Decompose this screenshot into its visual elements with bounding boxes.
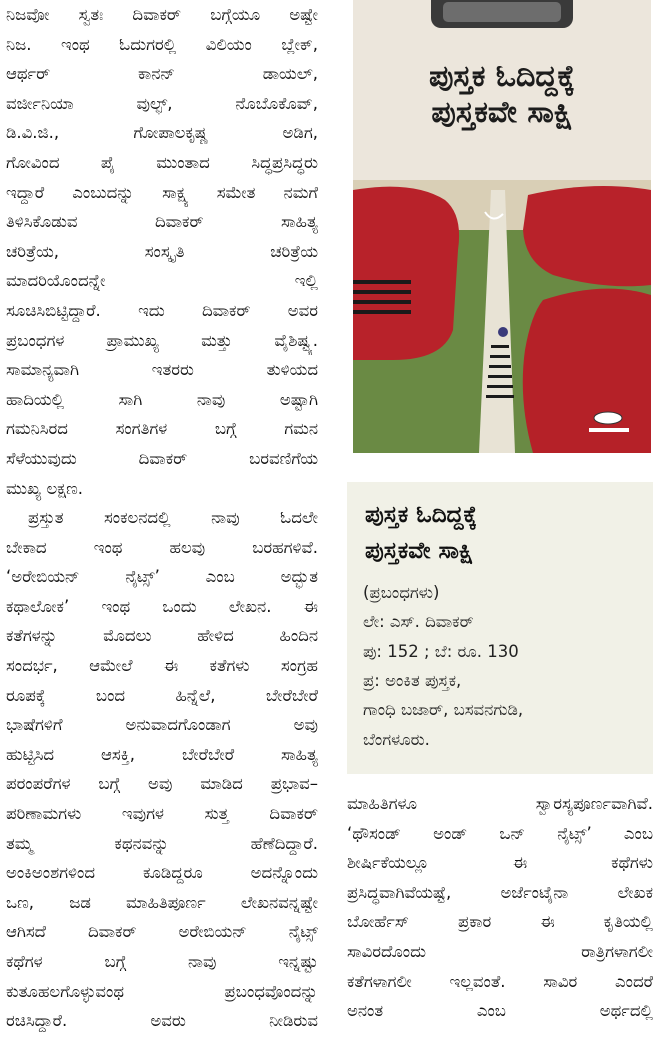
article-line: ಮಾಹಿತಿಗಳೂ ಸ್ವಾರಸ್ಯಪೂರ್ಣವಾಗಿವೆ. <box>347 794 653 813</box>
article-line: ಇದ್ದಾರೆ ಎಂಬುದನ್ನು ಸಾಕ್ಷ್ಯ ಸಮೇತ ನಮಗೆ <box>6 182 318 202</box>
article-line: ಪರಂಪರೆಗಳ ಬಗ್ಗೆ ಅವು ಮಾಡಿದ ಪ್ರಭಾವ– <box>6 774 318 794</box>
book-pages-price: ಪು: 152 ; ಬೆ: ರೂ. 130 <box>363 642 519 661</box>
article-line: ತಿಳಿಸಿಕೊಡುವ ದಿವಾಕರ್ ಸಾಹಿತ್ಯ <box>6 212 318 232</box>
article-line: ‘ಅರೇಬಿಯನ್ ನೈಟ್ಸ್’ ಎಂಬ ಅದ್ಭುತ <box>6 567 318 587</box>
book-publisher-address: ಗಾಂಧಿ ಬಜಾರ್, ಬಸವನಗುಡಿ, <box>363 700 524 719</box>
article-line: ಭಾಷೆಗಳಿಗೆ ಅನುವಾದಗೊಂಡಾಗ ಅವು <box>6 715 318 735</box>
article-line: ಪರಿಣಾಮಗಳು ಇವುಗಳ ಸುತ್ತ ದಿವಾಕರ್ <box>6 804 318 824</box>
article-line: ನಿಜವೋ ಸ್ವತಃ ದಿವಾಕರ್ ಬಗ್ಗೆಯೂ ಅಷ್ಟೇ <box>6 5 318 24</box>
book-title-line-2: ಪುಸ್ತಕವೇ ಸಾಕ್ಷಿ <box>365 538 474 564</box>
article-line: ಶೀರ್ಷಿಕೆಯಲ್ಲೂ ಈ ಕಥೆಗಳು <box>347 853 653 873</box>
article-line: ಪ್ರಸಿದ್ಧವಾಗಿವೆಯಷ್ಟೆ, ಅರ್ಜೆಂಟೈನಾ ಲೇಖಕ <box>347 882 653 902</box>
book-title-line-1: ಪುಸ್ತಕ ಓದಿದ್ದಕ್ಕೆ <box>365 502 477 528</box>
article-left-column <box>6 0 318 1050</box>
cover-title-line-1: ಪುಸ್ತಕ ಓದಿದ್ದಕ್ಕೆ <box>428 59 576 94</box>
article-line: ಪ್ರಸ್ತುತ ಸಂಕಲನದಲ್ಲಿ ನಾವು ಓದಲೇ <box>28 508 318 528</box>
article-line: ಕತೆಗಳನ್ನು ಮೊದಲು ಹೇಳಿದ ಹಿಂದಿನ <box>6 626 318 646</box>
article-line: ರಚಿಸಿದ್ದಾರೆ. ಅವರು ನೀಡಿರುವ <box>6 1011 318 1031</box>
article-line: ಅಂಕಿಅಂಶಗಳಿಂದ ಕೂಡಿದ್ದರೂ ಅದನ್ನೊಂದು <box>6 863 318 883</box>
article-line: ಆರ್ಥರ್ ಕಾನನ್ ಡಾಯಲ್, <box>6 64 318 84</box>
article-line: ನಿಜ. ಇಂಥ ಓದುಗರಲ್ಲಿ ವಿಲಿಯಂ ಬ್ಲೇಕ್, <box>6 34 318 54</box>
article-line: ಹಾದಿಯಲ್ಲಿ ಸಾಗಿ ನಾವು ಅಷ್ಟಾಗಿ <box>6 389 318 409</box>
article-line: ಗೋವಿಂದ ಪೈ ಮುಂತಾದ ಸಿದ್ಧಪ್ರಸಿದ್ಧರು <box>6 152 318 172</box>
article-line: ಕತೆಗಳಾಗಲೀ ಇಲ್ಲವಂತೆ. ಸಾವಿರ ಎಂದರೆ <box>347 971 653 991</box>
article-line: ಕುತೂಹಲಗೊಳ್ಳುವಂಥ ಪ್ರಬಂಧವೊಂದನ್ನು <box>6 981 318 1001</box>
book-publisher: ಪ್ರ: ಅಂಕಿತ ಪುಸ್ತಕ, <box>363 671 462 690</box>
book-cover-image <box>353 0 651 453</box>
article-line: ಡಿ.ವಿ.ಜಿ., ಗೋಪಾಲಕೃಷ್ಣ ಅಡಿಗ, <box>6 123 318 143</box>
article-line: ಸಂದರ್ಭ, ಆಮೇಲೆ ಈ ಕತೆಗಳು ಸಂಗ್ರಹ <box>6 656 318 676</box>
article-line: ಮಾದರಿಯೊಂದನ್ನೇ ಇಲ್ಲಿ <box>6 271 318 291</box>
book-info-box <box>347 482 653 774</box>
article-line: ತಮ್ಮ ಕಥನವನ್ನು ಹೆಣೆದಿದ್ದಾರೆ. <box>6 833 318 853</box>
article-line: ಪ್ರಬಂಧಗಳ ಪ್ರಾಮುಖ್ಯ ಮತ್ತು ವೈಶಿಷ್ಟ್ಯ. <box>6 330 318 350</box>
article-line: ಸಾಮಾನ್ಯವಾಗಿ ಇತರರು ತುಳಿಯದ <box>6 360 318 380</box>
article-line: ಬೋರ್ಹೆಸ್ ಪ್ರಕಾರ ಈ ಕೃತಿಯಲ್ಲಿ <box>347 912 653 932</box>
article-line: ಕಥೆಗಳ ಬಗ್ಗೆ ನಾವು ಇನ್ನಷ್ಟು <box>6 952 318 971</box>
article-line: ರೂಪಕ್ಕೆ ಬಂದ ಹಿನ್ನೆಲೆ, ಬೇರೆಬೇರೆ <box>6 685 318 705</box>
article-line: ವರ್ಜೀನಿಯಾ ವುಲ್ಫ್, ನೊಬೊಕೊವ್, <box>6 93 318 113</box>
article-line: ಒಣ, ಜಡ ಮಾಹಿತಿಪೂರ್ಣ ಲೇಖನವನ್ನಷ್ಟೇ <box>6 892 318 912</box>
article-right-column <box>347 789 653 1026</box>
article-line: ಮುಖ್ಯ ಲಕ್ಷಣ. <box>6 478 84 498</box>
article-line: ‘ಥೌಸಂಡ್ ಅಂಡ್ ಒನ್ ನೈಟ್ಸ್’ ಎಂಬ <box>347 823 653 843</box>
article-line: ಹುಟ್ಟಿಸಿದ ಆಸಕ್ತಿ, ಬೇರೆಬೇರೆ ಸಾಹಿತ್ಯ <box>6 744 318 764</box>
article-line: ಕಥಾಲೋಕ’ ಇಂಥ ಒಂದು ಲೇಖನ. ಈ <box>6 596 318 616</box>
book-publisher-city: ಬೆಂಗಳೂರು. <box>363 730 430 749</box>
article-line: ಗಮನಿಸಿರದ ಸಂಗತಿಗಳ ಬಗ್ಗೆ ಗಮನ <box>6 419 318 439</box>
article-line: ಅನಂತ ಎಂಬ ಅರ್ಥದಲ್ಲಿ <box>347 1001 653 1021</box>
book-author: ಲೇ: ಎಸ್. ದಿವಾಕರ್ <box>363 612 474 631</box>
cover-title-line-2: ಪುಸ್ತಕವೇ ಸಾಕ್ಷಿ <box>431 95 573 130</box>
article-line: ಚರಿತ್ರೆಯ, ಸಂಸ್ಕೃತಿ ಚರಿತ್ರೆಯ <box>6 241 318 261</box>
article-line: ಸಾವಿರದೊಂದು ರಾತ್ರಿಗಳಾಗಲೀ <box>347 941 653 961</box>
article-line: ಸೂಚಿಸಿಬಿಟ್ಟಿದ್ದಾರೆ. ಇದು ದಿವಾಕರ್ ಅವರ <box>6 300 318 320</box>
article-line: ಬೇಕಾದ ಇಂಥ ಹಲವು ಬರಹಗಳಿವೆ. <box>6 537 318 557</box>
article-line: ಆಗಿಸದೆ ದಿವಾಕರ್ ಅರೇಬಿಯನ್ ನೈಟ್ಸ್ <box>6 922 318 942</box>
article-line: ಸೆಳೆಯುವುದು ದಿವಾಕರ್ ಬರವಣಿಗೆಯ <box>6 448 318 468</box>
book-genre: (ಪ್ರಬಂಧಗಳು) <box>363 583 440 602</box>
